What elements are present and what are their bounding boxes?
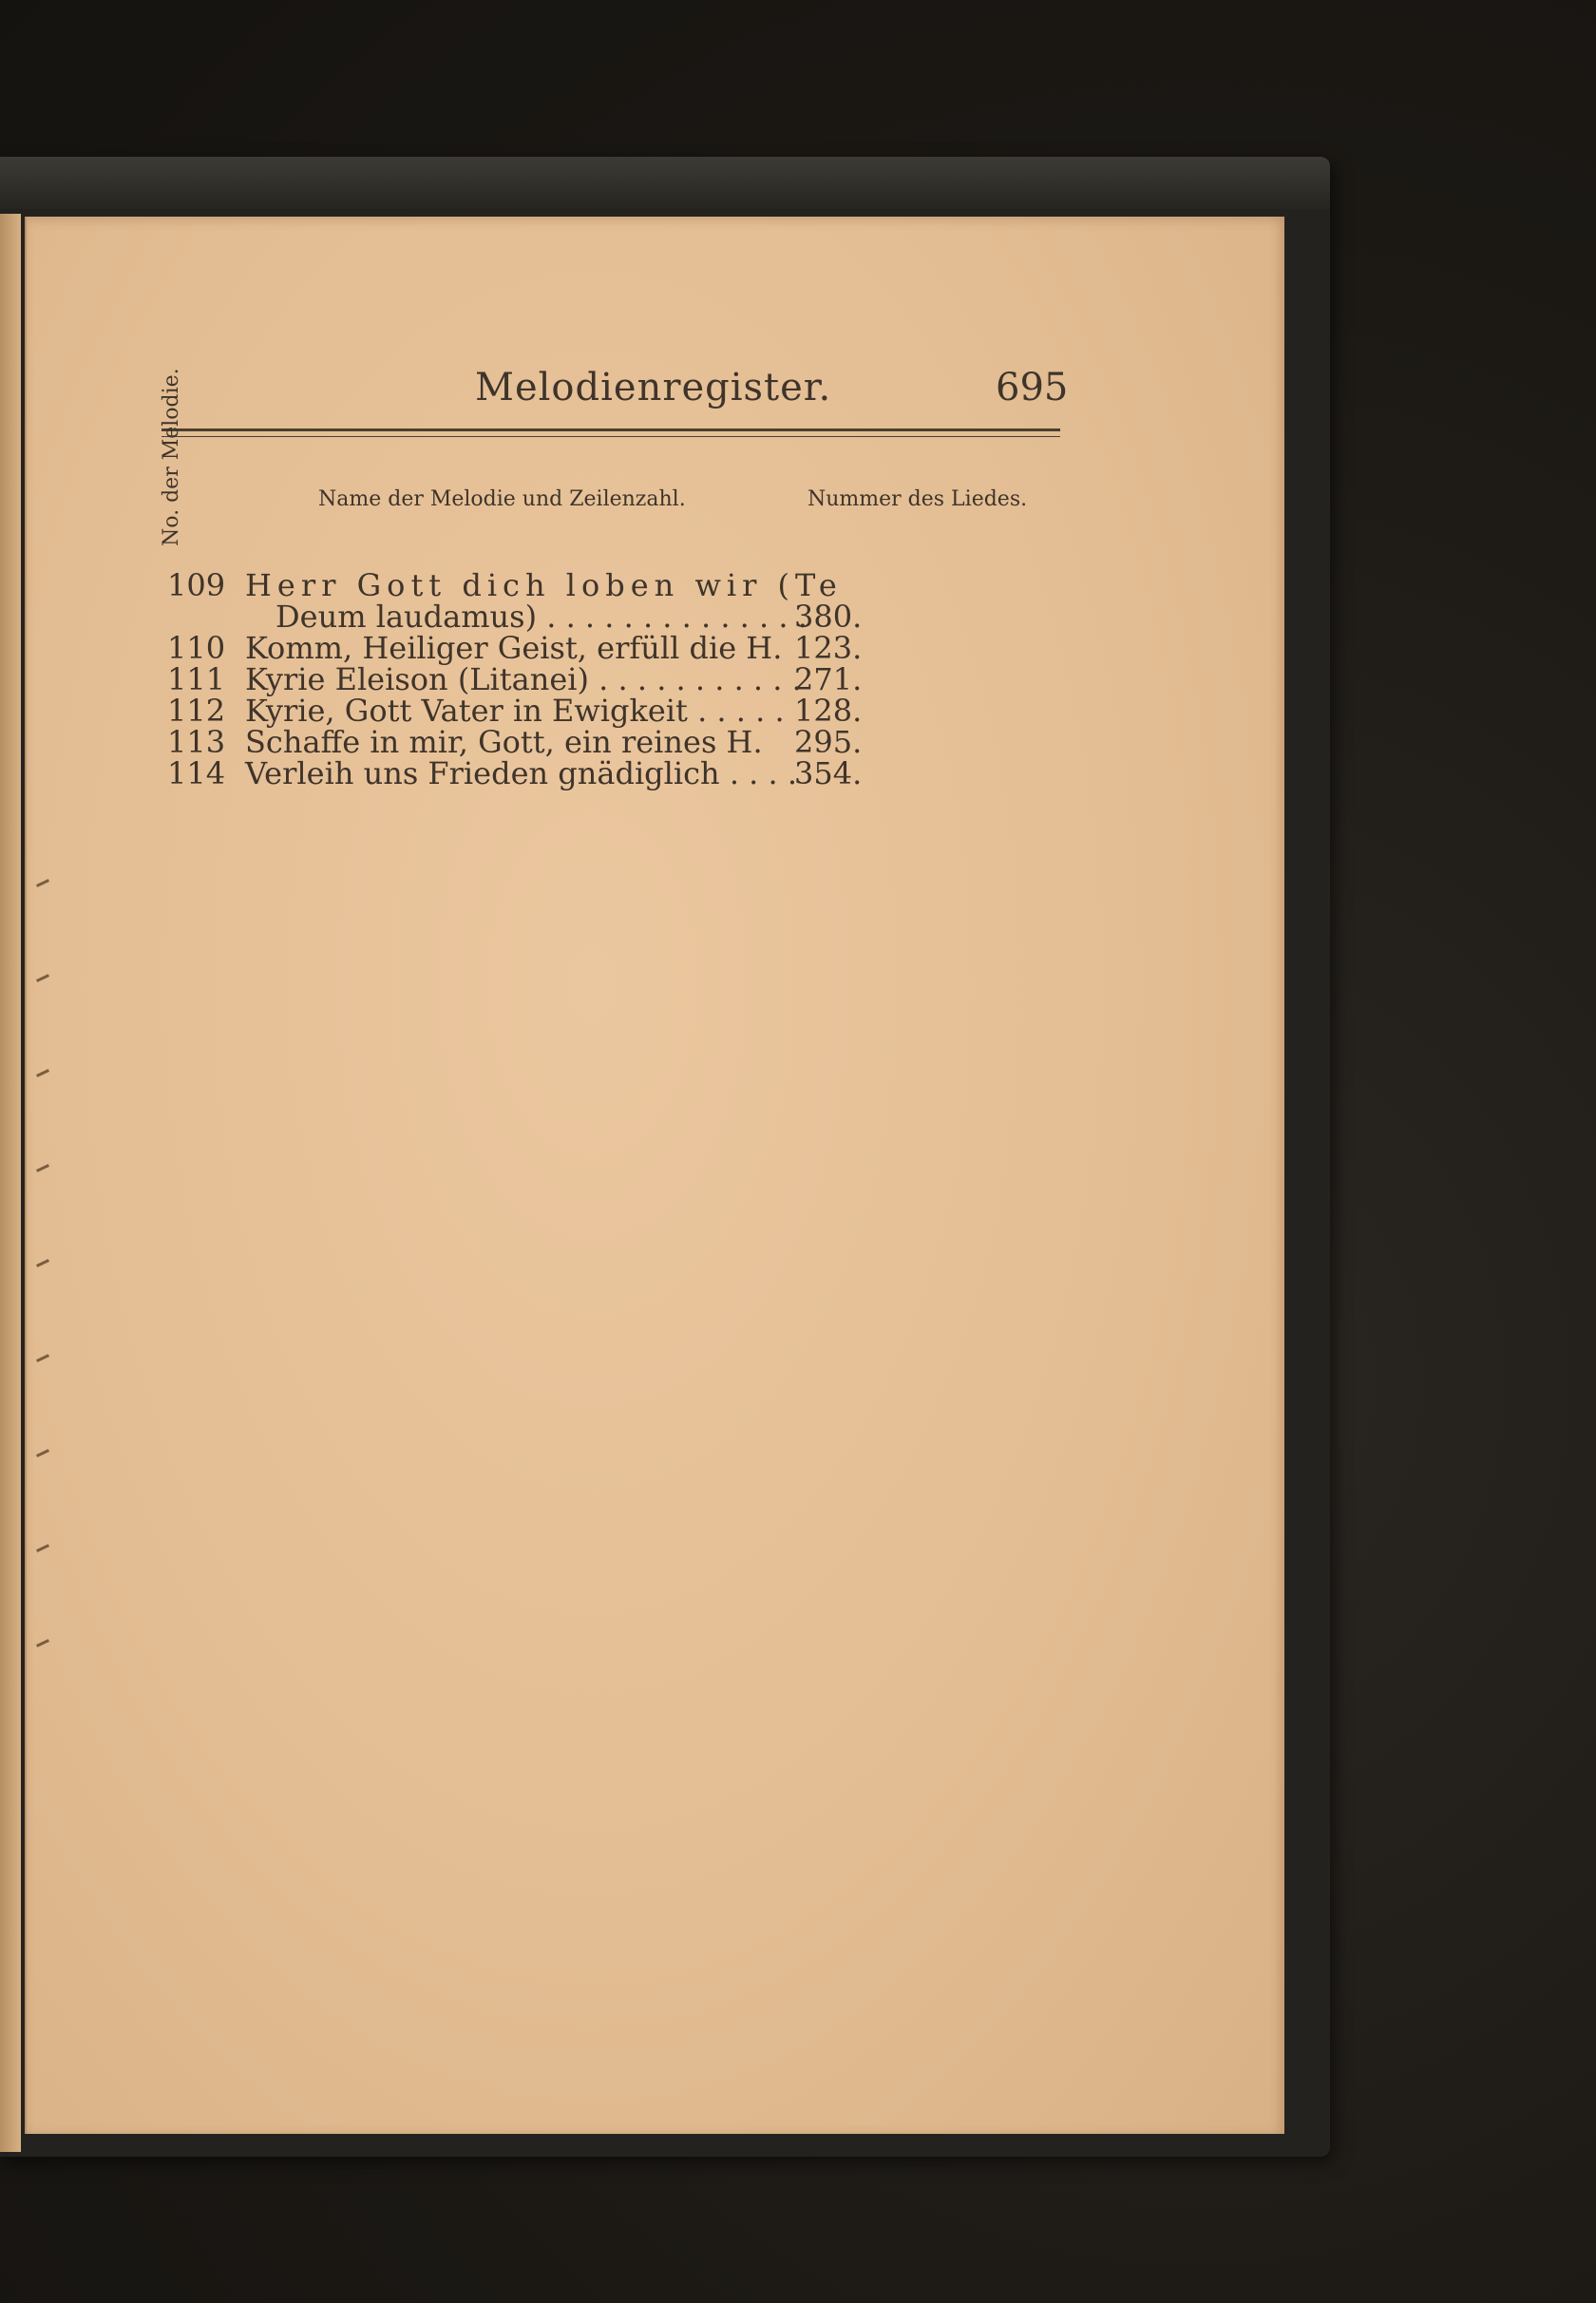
leader-dots: . . . . .	[687, 693, 785, 729]
book-cover-edge	[0, 157, 1330, 209]
column-header-song-number: Nummer des Liedes.	[808, 487, 1028, 511]
leader-dots: . . . . . . . . . . .	[588, 661, 802, 697]
column-header-melody-name: Name der Melodie und Zeilenzahl.	[318, 487, 686, 511]
header-rule-thin	[162, 436, 1060, 437]
stitch-mark	[36, 1259, 49, 1267]
melody-title: Kyrie Eleison (Litanei) . . . . . . . . . . .	[245, 661, 802, 697]
binding-stitches	[36, 882, 55, 1737]
melody-title: Komm, Heiliger Geist, erfüll die H.	[245, 630, 783, 666]
song-number: 123.	[794, 630, 863, 666]
melody-number: 110	[167, 630, 226, 666]
column-header-melody-number: No. der Melodie.	[160, 368, 183, 546]
song-number: 271.	[794, 661, 863, 697]
stitch-mark	[36, 879, 49, 887]
melody-title: Herr Gott dich loben wir (Te	[245, 567, 843, 603]
melody-number: 109	[167, 567, 226, 603]
melody-title: Deum laudamus) . . . . . . . . . . . . . .	[276, 599, 808, 635]
melody-title: Kyrie, Gott Vater in Ewigkeit . . . . .	[245, 693, 785, 729]
stitch-mark	[36, 1449, 49, 1457]
melody-number: 114	[167, 755, 226, 791]
stitch-mark	[36, 1164, 49, 1172]
stitch-mark	[36, 1544, 49, 1552]
stitch-mark	[36, 1354, 49, 1362]
melody-number: 112	[167, 693, 226, 729]
stitch-mark	[36, 974, 49, 982]
melody-title: Schaffe in mir, Gott, ein reines H.	[245, 724, 763, 760]
song-number: 128.	[794, 693, 863, 729]
facing-page-edge	[0, 214, 21, 2152]
page-number: 695	[996, 366, 1069, 409]
stitch-mark	[36, 1639, 49, 1647]
header-rule	[162, 428, 1060, 431]
melody-number: 113	[167, 724, 226, 760]
stitch-mark	[36, 1069, 49, 1077]
song-number: 380.	[794, 599, 863, 635]
song-number: 295.	[794, 724, 863, 760]
song-number: 354.	[794, 755, 863, 791]
leader-dots: . . . .	[719, 755, 798, 791]
melody-number: 111	[167, 661, 226, 697]
running-head: Melodienregister.	[475, 366, 832, 409]
leader-dots: . . . . . . . . . . . . . .	[537, 599, 808, 635]
melody-title: Verleih uns Frieden gnädiglich . . . .	[245, 755, 798, 791]
